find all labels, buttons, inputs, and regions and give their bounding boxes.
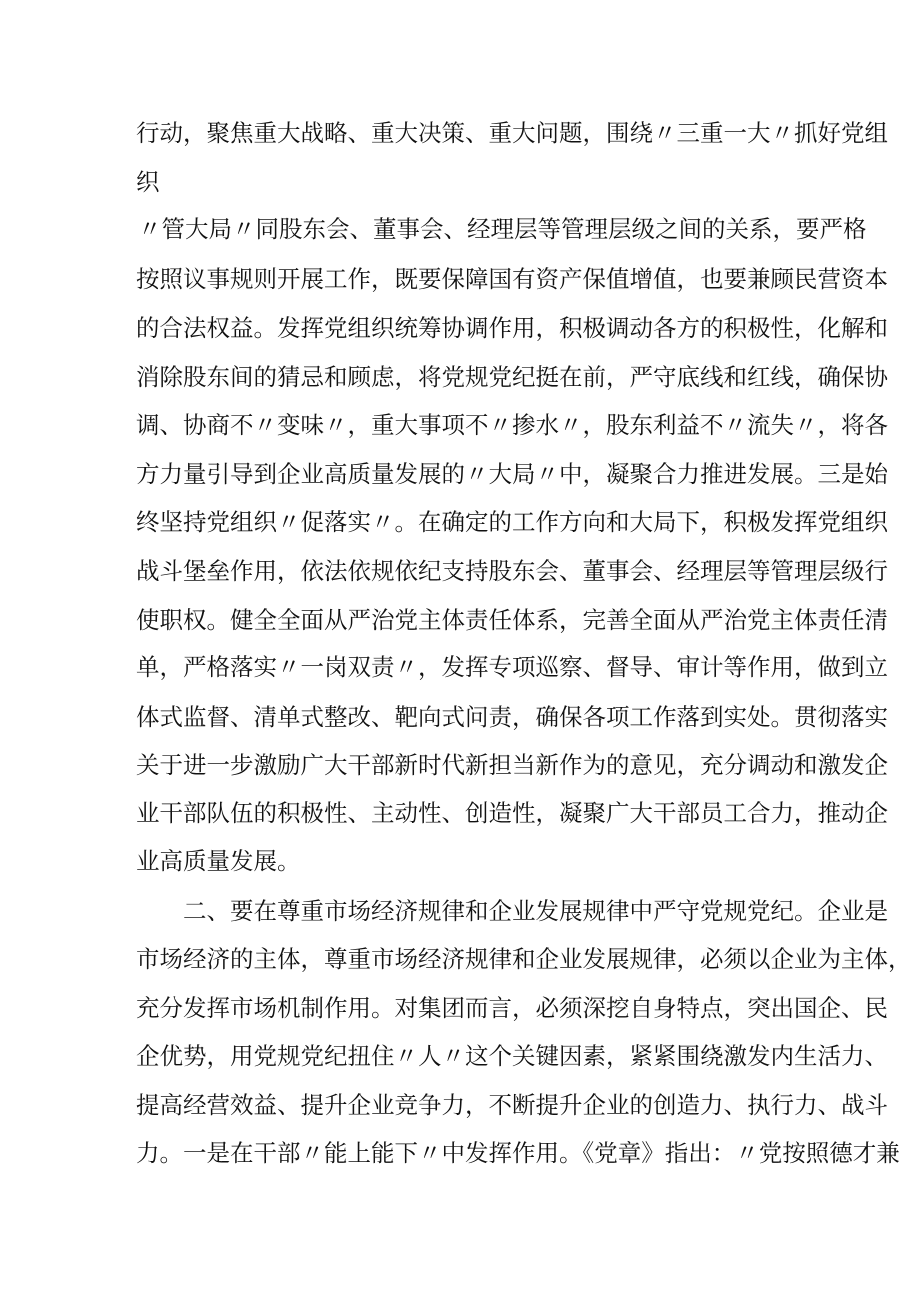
text-line: 消除股东间的猜忌和顾虑，将党规党纪挺在前，严守底线和红线，确保协	[136, 363, 888, 391]
text-line: 按照议事规则开展工作，既要保障国有资产保值增值，也要兼顾民营资本	[136, 265, 888, 293]
text-line: 业高质量发展。	[136, 847, 301, 875]
text-line: 提高经营效益、提升企业竞争力，不断提升企业的创造力、执行力、战斗	[136, 1091, 888, 1119]
text-line: 的合法权益。发挥党组织统筹协调作用，积极调动各方的积极性，化解和	[136, 314, 888, 342]
text-line: 战斗堡垒作用，依法依规依纪支持股东会、董事会、经理层等管理层级行	[136, 557, 888, 585]
text-line: 体式监督、清单式整改、靶向式问责，确保各项工作落到实处。贯彻落实	[136, 703, 888, 731]
text-line: 终坚持党组织〃促落实〃。在确定的工作方向和大局下，积极发挥党组织	[136, 508, 888, 536]
text-line: 关于进一步激励广大干部新时代新担当新作为的意见，充分调动和激发企	[136, 751, 888, 779]
text-line: 企优势，用党规党纪扭住〃人〃这个关键因素，紧紧围绕激发内生活力、	[136, 1042, 888, 1070]
text-line: 〃管大局〃同股东会、董事会、经理层等管理层级之间的关系，要严格	[138, 215, 867, 243]
text-line: 业干部队伍的积极性、主动性、创造性，凝聚广大干部员工合力，推动企	[136, 799, 888, 827]
text-line: 使职权。健全全面从严治党主体责任体系，完善全面从严治党主体责任清	[136, 606, 888, 634]
text-line: 单，严格落实〃一岗双责〃，发挥专项巡察、督导、审计等作用，做到立	[136, 653, 888, 681]
text-line: 调、协商不〃变味〃，重大事项不〃掺水〃，股东利益不〃流失〃，将各	[136, 411, 888, 439]
text-line: 市场经济的主体，尊重市场经济规律和企业发展规律，必须以企业为主体，	[136, 945, 912, 973]
text-line: 方力量引导到企业高质量发展的〃大局〃中，凝聚合力推进发展。三是始	[136, 460, 888, 488]
text-line: 充分发挥市场机制作用。对集团而言，必须深挖自身特点，突出国企、民	[136, 994, 888, 1022]
text-line: 二、要在尊重市场经济规律和企业发展规律中严守党规党纪。企业是	[183, 897, 888, 925]
text-line: 织	[136, 168, 160, 196]
text-line: 行动，聚焦重大战略、重大决策、重大问题，围绕〃三重一大〃抓好党组	[136, 119, 888, 147]
text-line: 力。一是在干部〃能上能下〃中发挥作用。《党章》指出：〃党按照德才兼	[136, 1139, 900, 1167]
